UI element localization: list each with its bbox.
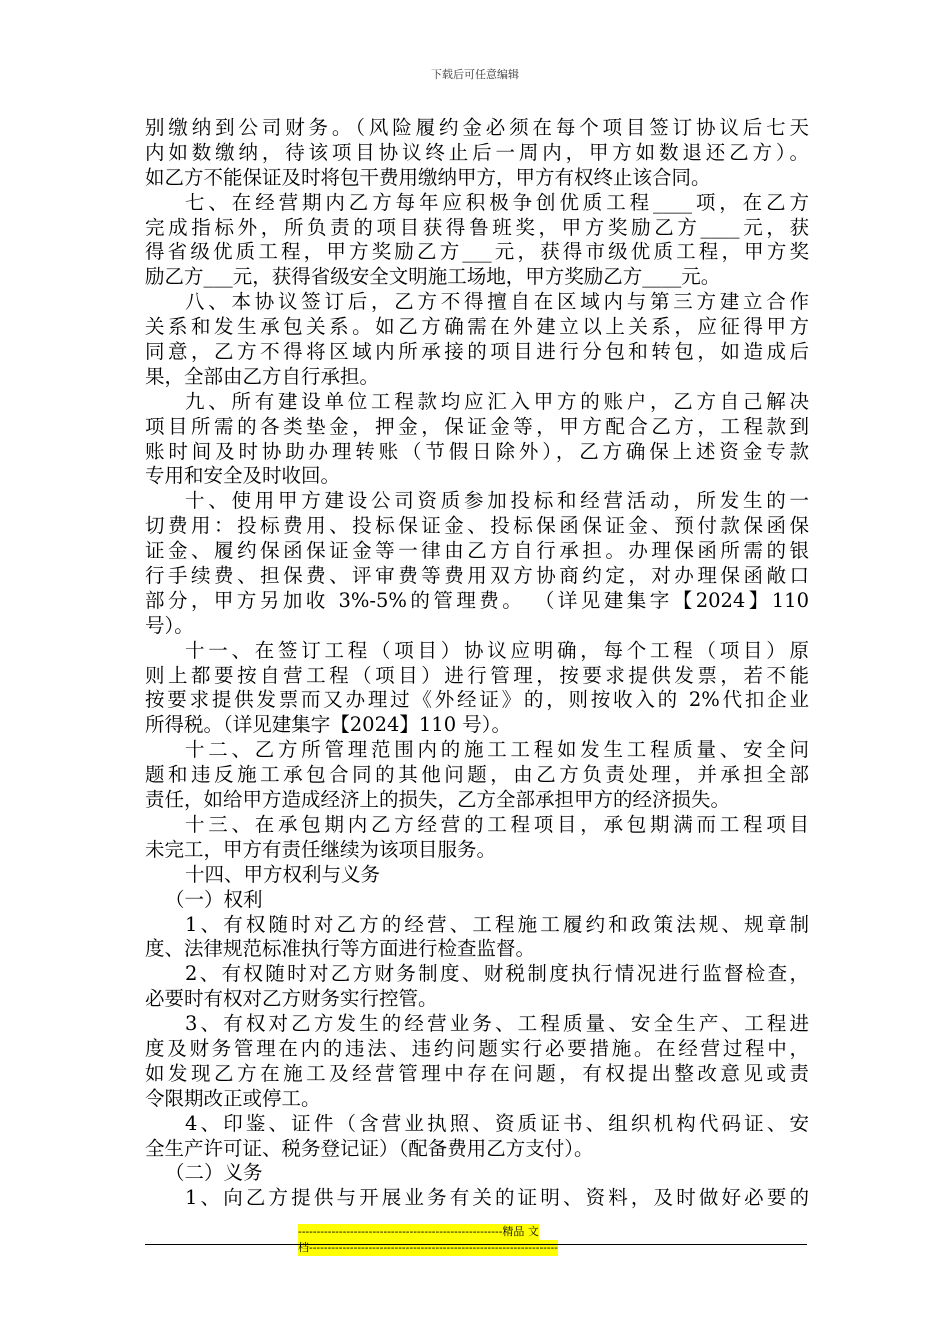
text-line: 专用和安全及时收回。 <box>145 464 341 488</box>
text-line: 七、在经营期内乙方每年应积极争创优质工程____项，在乙方 <box>185 190 809 214</box>
text-line: 部分，甲方另加收 3%-5%的管理费。 （详见建集字【2024】110 <box>145 588 809 612</box>
text-line: 4、印鉴、证件（含营业执照、资质证书、组织机构代码证、安 <box>185 1111 809 1135</box>
text-line: 十四、甲方权利与义务 <box>185 862 381 886</box>
text-line: 证金、履约保函保证金等一律由乙方自行承担。办理保函所需的银 <box>145 539 809 563</box>
text-line: 得省级优质工程，甲方奖励乙方___元，获得市级优质工程，甲方奖 <box>145 240 809 264</box>
text-line: 1、向乙方提供与开展业务有关的证明、资料，及时做好必要的 <box>185 1186 809 1210</box>
text-line: 励乙方___元，获得省级安全文明施工场地，甲方奖励乙方____元。 <box>145 265 721 289</box>
text-line: 项目所需的各类垫金，押金，保证金等，甲方配合乙方，工程款到 <box>145 414 809 438</box>
text-line: 度及财务管理在内的违法、违约问题实行必要措施。在经营过程中， <box>145 1036 809 1060</box>
text-line: 按要求提供发票而又办理过《外经证》的，则按收入的 2%代扣企业 <box>145 688 809 712</box>
text-line: （一）权利 <box>165 887 263 911</box>
text-line: 八、本协议签订后，乙方不得擅自在区域内与第三方建立合作 <box>185 290 809 314</box>
text-line: 如乙方不能保证及时将包干费用缴纳甲方，甲方有权终止该合同。 <box>145 165 711 189</box>
text-line: 如发现乙方在施工及经营管理中存在问题，有权提出整改意见或责 <box>145 1061 809 1085</box>
text-line: 未完工，甲方有责任继续为该项目服务。 <box>145 837 497 861</box>
text-line: 令限期改正或停工。 <box>145 1086 321 1110</box>
text-line: 3、有权对乙方发生的经营业务、工程质量、安全生产、工程进 <box>185 1012 809 1036</box>
text-line: 2、有权随时对乙方财务制度、财税制度执行情况进行监督检查， <box>185 962 809 986</box>
document-body <box>145 116 809 1211</box>
text-line: （二）义务 <box>165 1161 263 1185</box>
footer-watermark-banner <box>298 1224 558 1256</box>
text-line: 责任，如给甲方造成经济上的损失，乙方全部承担甲方的经济损失。 <box>145 788 731 812</box>
text-line: 1、有权随时对乙方的经营、工程施工履约和政策法规、规章制 <box>185 912 809 936</box>
text-line: 号）。 <box>145 613 194 637</box>
text-line: 十、使用甲方建设公司资质参加投标和经营活动，所发生的一 <box>185 489 809 513</box>
footer-banner-line-2: 档------------------------------------------------------------------- <box>298 1241 559 1254</box>
text-line: 九、所有建设单位工程款均应汇入甲方的账户，乙方自己解决 <box>185 389 809 413</box>
text-line: 内如数缴纳，待该项目协议终止后一周内，甲方如数退还乙方）。 <box>145 140 809 164</box>
text-line: 必要时有权对乙方财务实行控管。 <box>145 987 438 1011</box>
text-line: 所得税。（详见建集字【2024】110 号）。 <box>145 713 512 737</box>
text-line: 完成指标外，所负责的项目获得鲁班奖，甲方奖励乙方____元，获 <box>145 215 809 239</box>
text-line: 十二、乙方所管理范围内的施工工程如发生工程质量、安全问 <box>185 738 809 762</box>
page-header-note: 下载后可任意编辑 <box>431 68 519 81</box>
text-line: 行手续费、担保费、评审费等费用双方协商约定，对办理保函敞口 <box>145 564 809 588</box>
text-line: 题和违反施工承包合同的其他问题，由乙方负责处理，并承担全部 <box>145 763 809 787</box>
text-line: 全生产许可证、税务登记证）（配备费用乙方支付）。 <box>145 1136 594 1160</box>
footer-divider <box>145 1244 807 1245</box>
text-line: 别缴纳到公司财务。（风险履约金必须在每个项目签订协议后七天 <box>145 116 809 139</box>
footer-banner-line-1: -------------------------------------------------------精品 文 <box>298 1225 539 1238</box>
text-line: 十一、在签订工程（项目）协议应明确，每个工程（项目）原 <box>185 638 809 662</box>
text-line: 账时间及时协助办理转账（节假日除外），乙方确保上述资金专款 <box>145 439 809 463</box>
text-line: 同意，乙方不得将区域内所承接的项目进行分包和转包，如造成后 <box>145 340 809 364</box>
text-line: 切费用：投标费用、投标保证金、投标保函保证金、预付款保函保 <box>145 514 809 538</box>
text-line: 则上都要按自营工程（项目）进行管理，按要求提供发票，若不能 <box>145 663 809 687</box>
text-line: 度、法律规范标准执行等方面进行检查监督。 <box>145 937 536 961</box>
text-line: 关系和发生承包关系。如乙方确需在外建立以上关系，应征得甲方 <box>145 315 809 339</box>
text-line: 十三、在承包期内乙方经营的工程项目，承包期满而工程项目 <box>185 812 809 836</box>
text-line: 果，全部由乙方自行承担。 <box>145 364 380 388</box>
